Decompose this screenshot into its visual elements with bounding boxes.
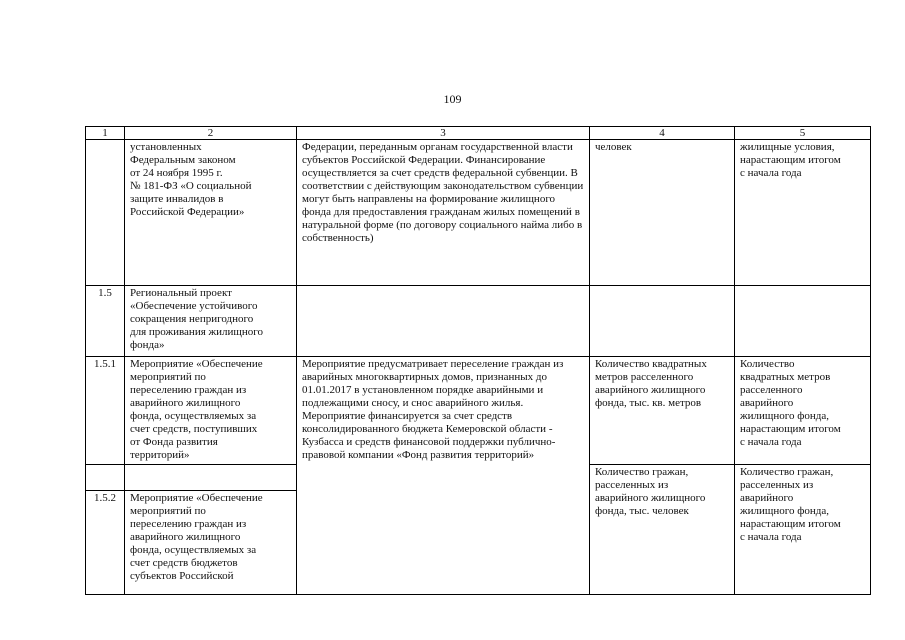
measure-cell-continued	[125, 465, 297, 491]
indicator-cell	[590, 286, 735, 357]
description-cell: Федерации, переданным органам государственной власти субъектов Российской Федерации. Финансирование осуществляется за счет средств федеральной субвенции. В соответствии с действующим законодательством субвенции могут быть направлены на формирование жилищного фонда для предоставления гражданам жилых помещений в натуральной форме (по договору социального найма либо в собственность)	[297, 140, 590, 286]
page-number: 109	[443, 92, 462, 106]
measure-cell: Мероприятие «Обеспечение мероприятий по переселению граждан из аварийного жилищного фонда, осуществляемых за счет средств, поступивших от Фонда развития территорий»	[125, 357, 297, 465]
table-header-row	[86, 127, 871, 140]
column-header: 3	[297, 127, 590, 140]
measure-cell: установленных Федеральным законом от 24 ноября 1995 г. № 181-ФЗ «О социальной защите инвалидов в Российской Федерации»	[125, 140, 297, 286]
description-cell: Мероприятие предусматривает переселение граждан из аварийных многоквартирных домов, признанных до 01.01.2017 в установленном порядке аварийными и подлежащими сносу, и снос аварийного жилья. Мероприятие финансируется за счет средств консолидированного бюджета Кемеровской области - Кузбасса и средств финансовой поддержки публично-правовой компании «Фонд развития территорий»	[297, 357, 590, 595]
measure-cell: Региональный проект «Обеспечение устойчивого сокращения непригодного для проживания жилищного фонда»	[125, 286, 297, 357]
measure-text: Мероприятие «Обеспечение мероприятий по переселению граждан из аварийного жилищного фонда, осуществляемых за счет средств бюджетов субъектов Российской	[130, 492, 263, 582]
row-number	[86, 140, 125, 286]
column-header: 5	[735, 127, 871, 140]
measure-cell	[125, 491, 297, 595]
row-number-continued	[86, 465, 125, 491]
column-header: 2	[125, 127, 297, 140]
column-header: 4	[590, 127, 735, 140]
column-header: 1	[86, 127, 125, 140]
calculation-cell: жилищные условия, нарастающим итогом с начала года	[735, 140, 871, 286]
indicator-cell: человек	[590, 140, 735, 286]
table-row	[86, 357, 871, 465]
indicator-cell: Количество гражан, расселенных из аварийного жилищного фонда, тыс. человек	[590, 465, 735, 595]
table-row	[86, 286, 871, 357]
description-cell	[297, 286, 590, 357]
calculation-cell: Количество гражан, расселенных из аварийного жилищного фонда, нарастающим итогом с начала года	[735, 465, 871, 595]
calculation-cell	[735, 286, 871, 357]
row-number: 1.5.2	[86, 491, 125, 595]
row-number: 1.5.1	[86, 357, 125, 465]
table-row	[86, 140, 871, 286]
indicator-cell: Количество квадратных метров расселенного аварийного жилищного фонда, тыс. кв. метров	[590, 357, 735, 465]
row-number: 1.5	[86, 286, 125, 357]
measures-table	[85, 126, 871, 595]
calculation-cell: Количество квадратных метров расселенного аварийного жилищного фонда, нарастающим итогом с начала года	[735, 357, 871, 465]
